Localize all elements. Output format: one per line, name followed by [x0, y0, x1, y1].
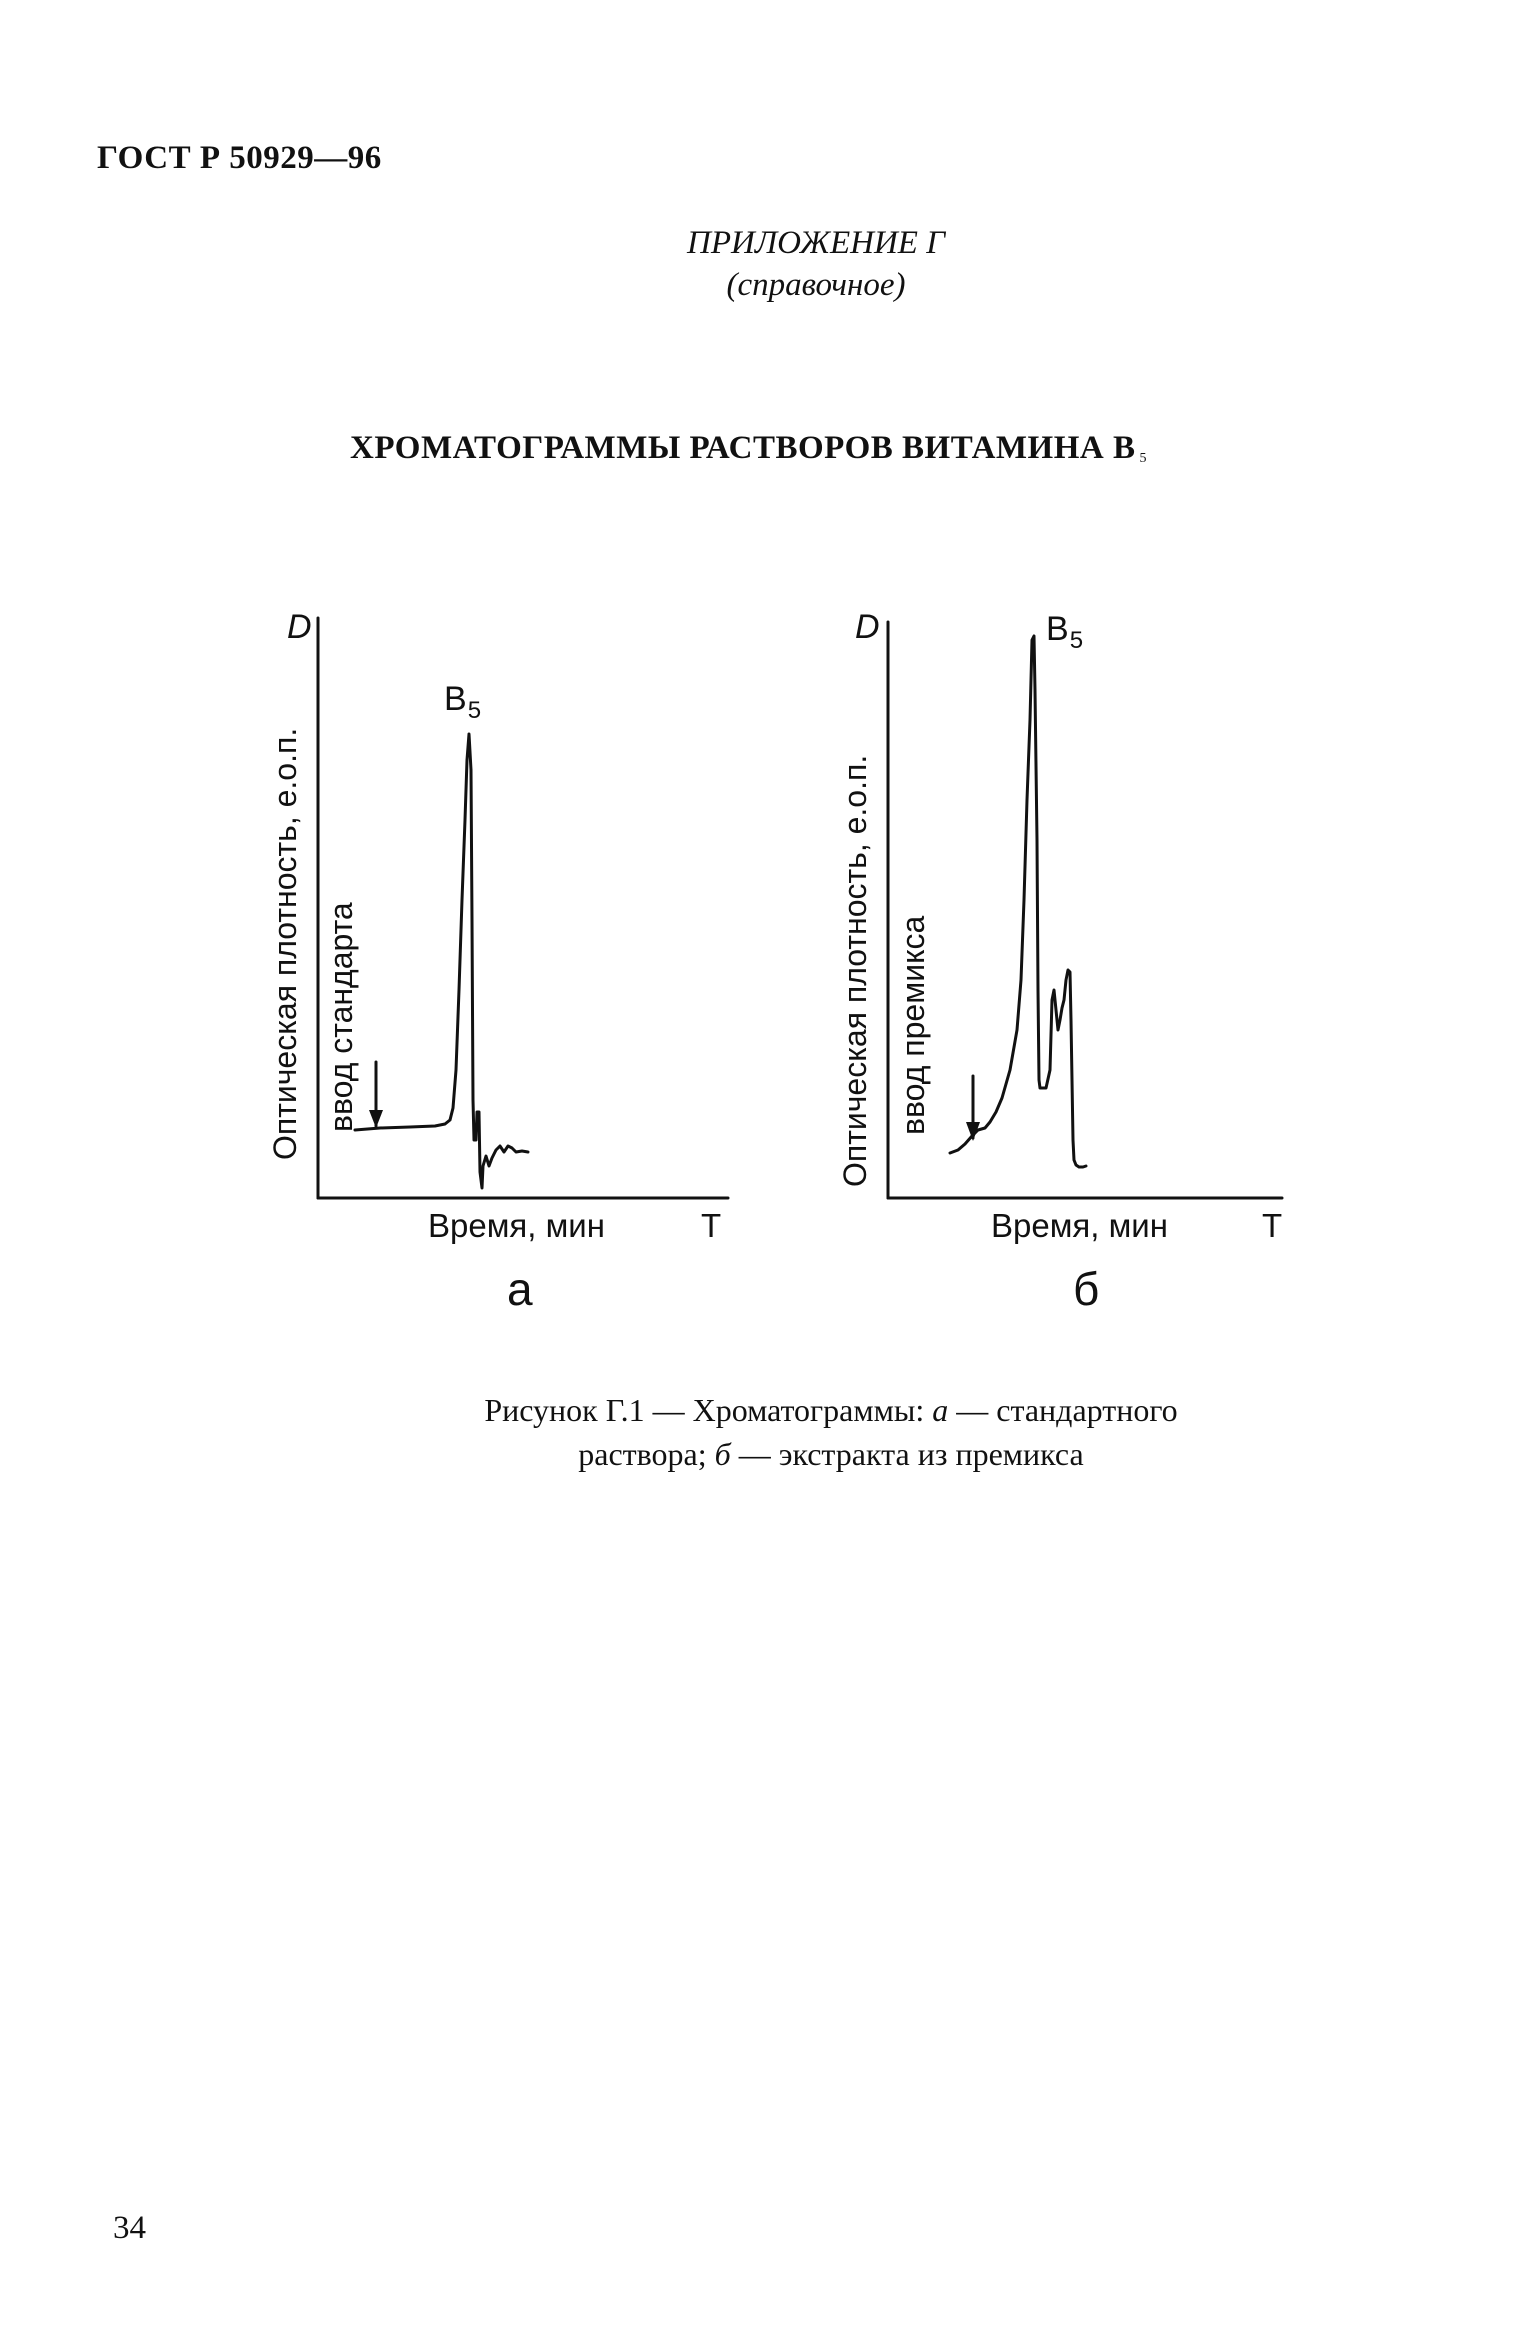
x-axis-label: Время, мин [428, 1207, 605, 1244]
x-axis-label: Время, мин [991, 1207, 1168, 1244]
panel-letter: б [1073, 1263, 1100, 1315]
caption-a-letter: а [932, 1392, 949, 1428]
panel-letter: а [507, 1263, 533, 1315]
peak-label-subscript: 5 [467, 697, 482, 724]
injection-arrow-head [369, 1110, 383, 1128]
caption-line2-start: раствора; [578, 1436, 715, 1472]
chromatogram-panel-a [260, 600, 780, 1315]
peak-label [444, 680, 482, 724]
appendix-subtitle: (справочное) [726, 267, 906, 303]
section-title-text: ХРОМАТОГРАММЫ РАСТВОРОВ ВИТАМИНА В [350, 430, 1136, 466]
peak-label [1046, 610, 1084, 654]
caption-line-2 [130, 1432, 1532, 1476]
chromatogram-panel-b [830, 600, 1350, 1315]
caption-b-text: — экстракта из премикса [730, 1436, 1084, 1472]
peak-label-subscript: 5 [1069, 627, 1084, 654]
caption-line-1 [130, 1388, 1532, 1432]
appendix-heading [0, 222, 1532, 306]
x-axis-symbol: T [1262, 1207, 1283, 1244]
caption-a-text: — стандартного [948, 1392, 1178, 1428]
peak-label-main: В [1046, 610, 1069, 648]
section-title-subscript: 5 [1139, 451, 1147, 466]
y-axis-symbol: D [855, 608, 880, 646]
chromatogram-trace [355, 734, 528, 1188]
peak-label-main: В [444, 680, 467, 718]
figure-caption [0, 1388, 1532, 1476]
page-number: 34 [113, 2210, 146, 2246]
appendix-title: ПРИЛОЖЕНИЕ Г [687, 225, 945, 261]
standard-number: ГОСТ Р 50929—96 [97, 140, 382, 176]
caption-b-letter: б [714, 1436, 731, 1472]
injection-label: ввод премикса [895, 915, 931, 1135]
y-axis-label: Оптическая плотность, е.о.п. [267, 727, 303, 1160]
x-axis-symbol: T [701, 1207, 722, 1244]
section-title [350, 430, 1147, 467]
injection-label: ввод стандарта [323, 902, 359, 1132]
chromatogram-trace [950, 636, 1086, 1167]
y-axis-label: Оптическая плотность, е.о.п. [837, 754, 873, 1187]
caption-prefix: Рисунок Г.1 — Хроматограммы: [484, 1392, 933, 1428]
y-axis-symbol: D [287, 608, 312, 646]
